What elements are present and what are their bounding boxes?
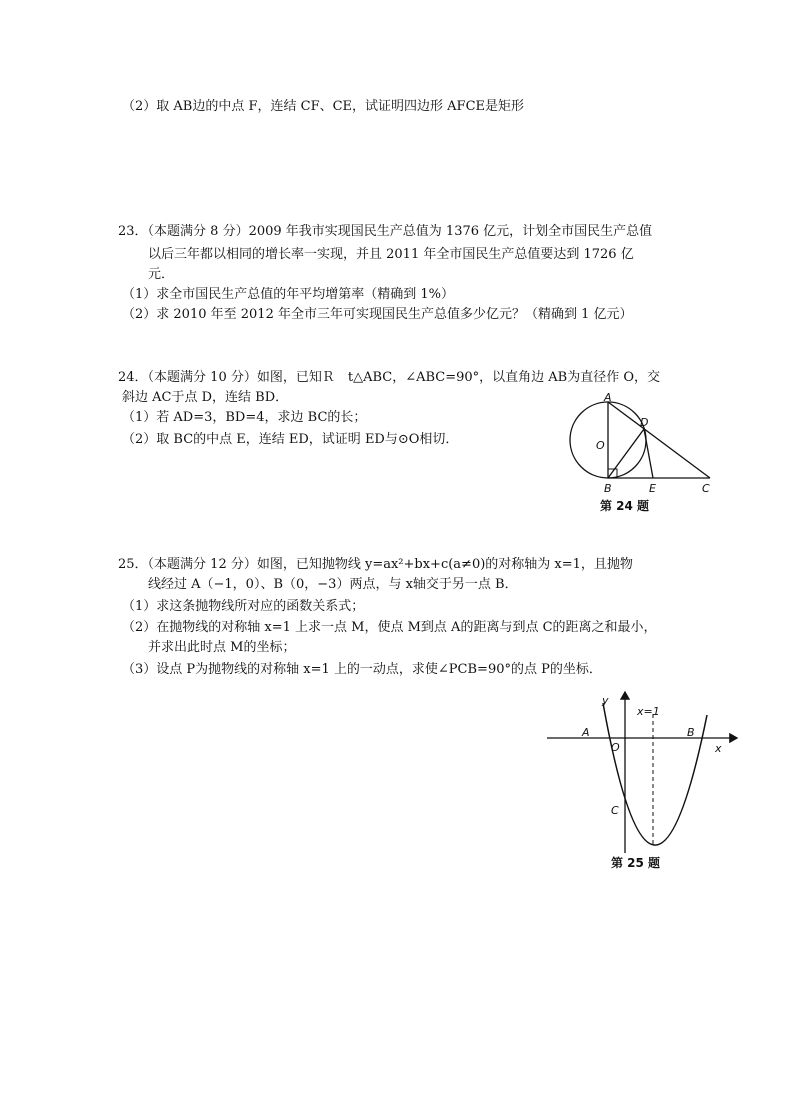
label-b: B	[687, 726, 695, 739]
text-line: 以后三年都以相同的增长率一实现，并且 2011 年全市国民生产总值要达到 1726 亿	[148, 247, 634, 262]
label-c: C	[611, 804, 619, 817]
label-e: E	[649, 482, 656, 495]
segment-de	[644, 429, 653, 478]
text-line: （2）取 BC的中点 E，连结 ED，试证明 ED与⊙O相切．	[122, 432, 459, 447]
label-x: x	[715, 742, 722, 755]
figure-25	[545, 688, 745, 873]
segment-ac	[608, 402, 710, 478]
label-o: O	[611, 741, 620, 754]
label-axis: x=1	[637, 705, 660, 718]
text-line: 线经过 A（−1，0）、B（0，−3）两点，与 x轴交于另一点 B．	[148, 577, 518, 592]
text-line: 24．（本题满分 10 分）如图，已知Ｒ t△ABC，∠ABC=90°，以直角边 AB为直径作 O，交	[118, 370, 661, 385]
text-line: （2）取 AB边的中点 F，连结 CF、CE，试证明四边形 AFCE是矩形	[122, 99, 525, 114]
caption-24: 第 24 题	[600, 499, 650, 513]
label-b: B	[604, 482, 612, 495]
figure-24	[560, 390, 730, 520]
label-a: A	[582, 726, 590, 739]
text-line: 25．（本题满分 12 分）如图，已知抛物线 y=ax²+bx+c(a≠0)的对称轴为 x=1，且抛物	[118, 557, 633, 572]
text-line: （1）求全市国民生产总值的年平均增第率（精确到 1%）	[122, 287, 455, 302]
text-line: 元．	[148, 267, 175, 282]
label-y: y	[602, 694, 609, 707]
text-line: 23．（本题满分 8 分）2009 年我市实现国民生产总值为 1376 亿元，计划全市国民生产总值	[118, 224, 653, 239]
text-line: 并求出此时点 M的坐标；	[148, 640, 296, 655]
text-line: （1）求这条抛物线所对应的函数关系式；	[122, 599, 365, 614]
label-c: C	[702, 482, 710, 495]
caption-25: 第 25 题	[611, 856, 661, 870]
text-line: 斜边 AC于点 D，连结 BD．	[122, 390, 289, 405]
text-line: （3）设点 P为抛物线的对称轴 x=1 上的一动点，求使∠PCB=90°的点 P的坐标．	[122, 662, 602, 677]
label-d: D	[640, 416, 649, 429]
text-line: （2）在抛物线的对称轴 x=1 上求一点 M，使点 M到点 A的距离与到点 C的距离之和最小，	[122, 620, 657, 635]
text-line: （2）求 2010 年至 2012 年全市三年可实现国民生产总值多少亿元？（精确到 1 亿元）	[122, 307, 633, 322]
text-line: （1）若 AD=3，BD=4，求边 BC的长；	[122, 410, 367, 425]
label-o: O	[596, 439, 605, 452]
segment-bd	[608, 429, 644, 478]
label-a: A	[604, 391, 612, 404]
parabola	[603, 703, 707, 845]
